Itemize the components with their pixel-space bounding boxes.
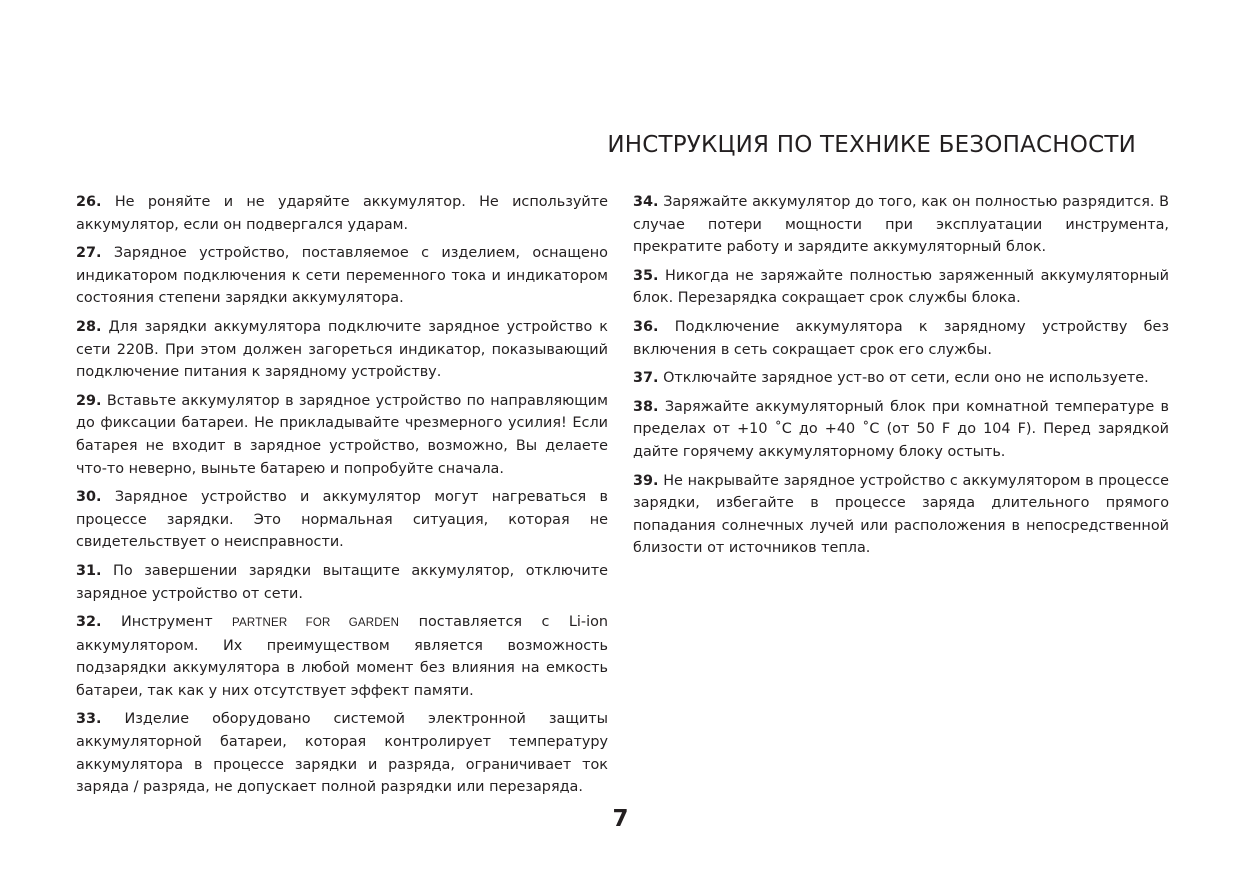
item-number: 31. xyxy=(76,562,102,579)
item-text-before: Инструмент xyxy=(120,614,213,631)
item-text: Не накрывайте зарядное устройство с аккумулятором в процессе зарядки, избегайте в процессе заряда длительного прямого попадания солнечных лучей или расположения в непосредственной близости от источников тепла. xyxy=(633,472,1169,557)
item-number: 27. xyxy=(76,245,102,262)
item-number: 33. xyxy=(76,711,102,728)
left-column xyxy=(76,191,608,805)
item-text: Заряжайте аккумуляторный блок при комнатной температуре в пределах от +10 ˚С до +40 ˚С (от 50 F до 104 F). Перед зарядкой дайте горячему аккумуляторному блоку остыть. xyxy=(633,398,1170,460)
safety-item-31 xyxy=(76,560,608,605)
safety-item-32 xyxy=(76,611,608,702)
item-number: 36. xyxy=(633,318,659,335)
item-text: Зарядное устройство, поставляемое с изделием, оснащено индикатором подключения к сети переменного тока и индикатором состояния степени зарядки аккумулятора. xyxy=(76,245,608,307)
item-text: Для зарядки аккумулятора подключите зарядное устройство к сети 220В. При этом должен загореться индикатор, показывающий подключение питания к зарядному устройству. xyxy=(76,318,608,381)
item-text-after: поставляется с Li-ion аккумулятором. Их преимуществом является возможность подзарядки аккумулятора в любой момент без влияния на емкость батареи, так как у них отсутствует эффект памяти. xyxy=(76,614,608,699)
item-number: 34. xyxy=(633,194,659,210)
item-number: 26. xyxy=(76,194,102,210)
brand-name: PARTNER FOR GARDEN xyxy=(232,617,400,630)
item-text: По завершении зарядки вытащите аккумулятор, отключите зарядное устройство от сети. xyxy=(76,562,608,602)
safety-item-28 xyxy=(76,316,608,384)
item-number: 39. xyxy=(633,472,659,489)
safety-item-35 xyxy=(633,265,1169,310)
safety-item-34 xyxy=(633,191,1169,259)
item-number: 35. xyxy=(633,267,659,284)
safety-item-38 xyxy=(633,396,1169,464)
item-number: 30. xyxy=(76,489,102,506)
item-text: Зарядное устройство и аккумулятор могут нагреваться в процессе зарядки. Это нормальная ситуация, которая не свидетельствует о неисправности. xyxy=(76,489,609,551)
item-text: Изделие оборудовано системой электронной защиты аккумуляторной батареи, которая контролирует температуру аккумулятора в процессе зарядки и разряда, ограничивает ток заряда / разряда, не допускает полной разрядки или перезаряда. xyxy=(76,711,608,796)
page-number: 7 xyxy=(612,806,629,832)
item-text: Не роняйте и не ударяйте аккумулятор. Не используйте аккумулятор, если он подвергался ударам. xyxy=(76,194,608,233)
safety-item-39 xyxy=(633,470,1169,560)
item-text: Отключайте зарядное уст-во от сети, если оно не используете. xyxy=(663,370,1149,387)
item-number: 29. xyxy=(76,392,102,409)
item-text: Подключение аккумулятора к зарядному устройству без включения в сеть сокращает срок его службы. xyxy=(633,318,1169,358)
item-number: 28. xyxy=(76,318,102,335)
item-number: 37. xyxy=(633,370,659,387)
page-title: ИНСТРУКЦИЯ ПО ТЕХНИКЕ БЕЗОПАСНОСТИ xyxy=(607,132,1136,158)
item-text: Вставьте аккумулятор в зарядное устройство по направляющим до фиксации батареи. Не прикладывайте чрезмерного усилия! Если батарея не входит в зарядное устройство, возможно, Вы делаете что-то неверно, выньте батарею и попробуйте сначала. xyxy=(76,392,609,477)
safety-item-27 xyxy=(76,242,608,310)
safety-item-33 xyxy=(76,708,608,798)
safety-item-36 xyxy=(633,316,1169,361)
item-text: Никогда не заряжайте полностью заряженный аккумуляторный блок. Перезарядка сокращает срок службы блока. xyxy=(633,267,1169,307)
item-number: 38. xyxy=(633,398,659,415)
safety-item-37 xyxy=(633,367,1169,390)
safety-item-30 xyxy=(76,486,608,554)
right-column xyxy=(633,191,1169,566)
safety-item-29 xyxy=(76,390,608,480)
item-number: 32. xyxy=(76,614,102,631)
safety-item-26 xyxy=(76,191,608,236)
item-text: Заряжайте аккумулятор до того, как он полностью разрядится. В случае потери мощности при эксплуатации инструмента, прекратите работу и зарядите аккумуляторный блок. xyxy=(633,194,1169,256)
